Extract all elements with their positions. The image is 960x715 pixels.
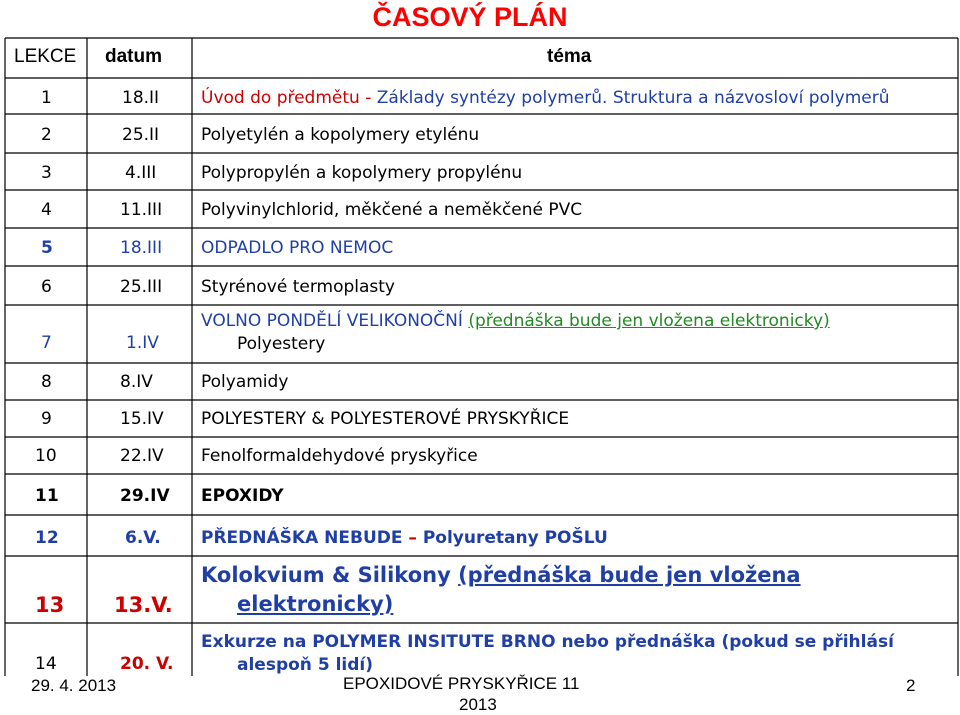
row-1-topic-intro: Úvod do předmětu - (201, 88, 377, 108)
row-12-date: 6.V. (125, 528, 161, 548)
row-14-num: 14 (35, 654, 57, 674)
row-12-num: 12 (35, 528, 59, 548)
row-3-date: 4.III (125, 163, 157, 183)
row-5-topic: ODPADLO PRO NEMOC (201, 238, 394, 258)
row-12-topic (201, 528, 608, 548)
row-10-num: 10 (35, 446, 57, 466)
header-tema: téma (547, 46, 592, 67)
row-13-topic-line2: elektronicky) (237, 592, 394, 616)
row-2-date: 25.II (122, 125, 160, 145)
row-8-num: 8 (41, 372, 52, 392)
row-13-num: 13 (35, 593, 65, 617)
row-3-num: 3 (41, 163, 52, 183)
row-9-topic: POLYESTERY & POLYESTEROVÉ PRYSKYŘICE (201, 409, 570, 429)
row-7-num: 7 (41, 333, 52, 353)
row-6-date: 25.III (120, 277, 163, 297)
row-12-topic-cancelled: PŘEDNÁŠKA NEBUDE (201, 528, 403, 548)
row-10-date: 22.IV (120, 446, 164, 466)
row-13-topic-line1 (201, 563, 801, 587)
row-4-date: 11.III (120, 200, 163, 220)
header-lekce: LEKCE (14, 46, 77, 67)
row-1-topic (201, 88, 889, 108)
row-6-num: 6 (41, 277, 52, 297)
row-10-topic: Fenolformaldehydové pryskyřice (201, 446, 478, 466)
row-11-topic: EPOXIDY (201, 486, 284, 506)
row-8-topic: Polyamidy (201, 372, 289, 392)
row-13-date: 13.V. (114, 593, 173, 617)
row-6-topic: Styrénové termoplasty (201, 277, 395, 297)
row-1-num: 1 (41, 88, 52, 108)
row-1-date: 18.II (122, 88, 160, 108)
row-13-topic-note: (přednáška bude jen vložena (458, 563, 801, 587)
page-title: ČASOVÝ PLÁN (372, 2, 568, 32)
row-1-topic-main: Základy syntézy polymerů. Struktura a názvosloví polymerů (376, 88, 890, 108)
row-9-num: 9 (41, 409, 52, 429)
row-7-topic-line1 (201, 311, 830, 331)
row-2-topic: Polyetylén a kopolymery etylénu (201, 125, 480, 145)
footer-date: 29. 4. 2013 (31, 676, 117, 695)
row-14-date: 20. V. (120, 654, 174, 674)
row-2-num: 2 (41, 125, 52, 145)
row-7-topic-line2: Polyestery (237, 334, 326, 354)
footer-year: 2013 (459, 695, 497, 714)
row-5-num: 5 (41, 238, 53, 258)
row-7-topic-note: (přednáška bude jen vložena elektronicky) (468, 311, 830, 331)
row-5-date: 18.III (120, 238, 163, 258)
row-8-date: 8.IV (120, 372, 153, 392)
row-7-date: 1.IV (126, 333, 159, 353)
row-9-date: 15.IV (120, 409, 164, 429)
row-13-topic-main: Kolokvium & Silikony (201, 563, 459, 587)
row-4-topic: Polyvinylchlorid, měkčené a neměkčené PVC (201, 200, 583, 220)
row-3-topic: Polypropylén a kopolymery propylénu (201, 163, 523, 183)
row-14-topic-line1: Exkurze na POLYMER INSITUTE BRNO nebo přednáška (pokud se přihlásí (201, 632, 894, 652)
footer-title: EPOXIDOVÉ PRYSKYŘICE 11 (343, 674, 580, 693)
row-12-topic-main: Polyuretany POŠLU (422, 528, 608, 548)
footer-page-number: 2 (906, 676, 916, 695)
row-12-topic-dash: – (402, 528, 423, 548)
row-4-num: 4 (41, 200, 52, 220)
row-11-date: 29.IV (120, 486, 170, 506)
header-datum: datum (105, 46, 162, 67)
row-11-num: 11 (35, 486, 59, 506)
row-14-topic-line2: alespoň 5 lidí) (237, 655, 373, 675)
row-7-topic-holiday: VOLNO PONDĚLÍ VELIKONOČNÍ (201, 311, 469, 331)
